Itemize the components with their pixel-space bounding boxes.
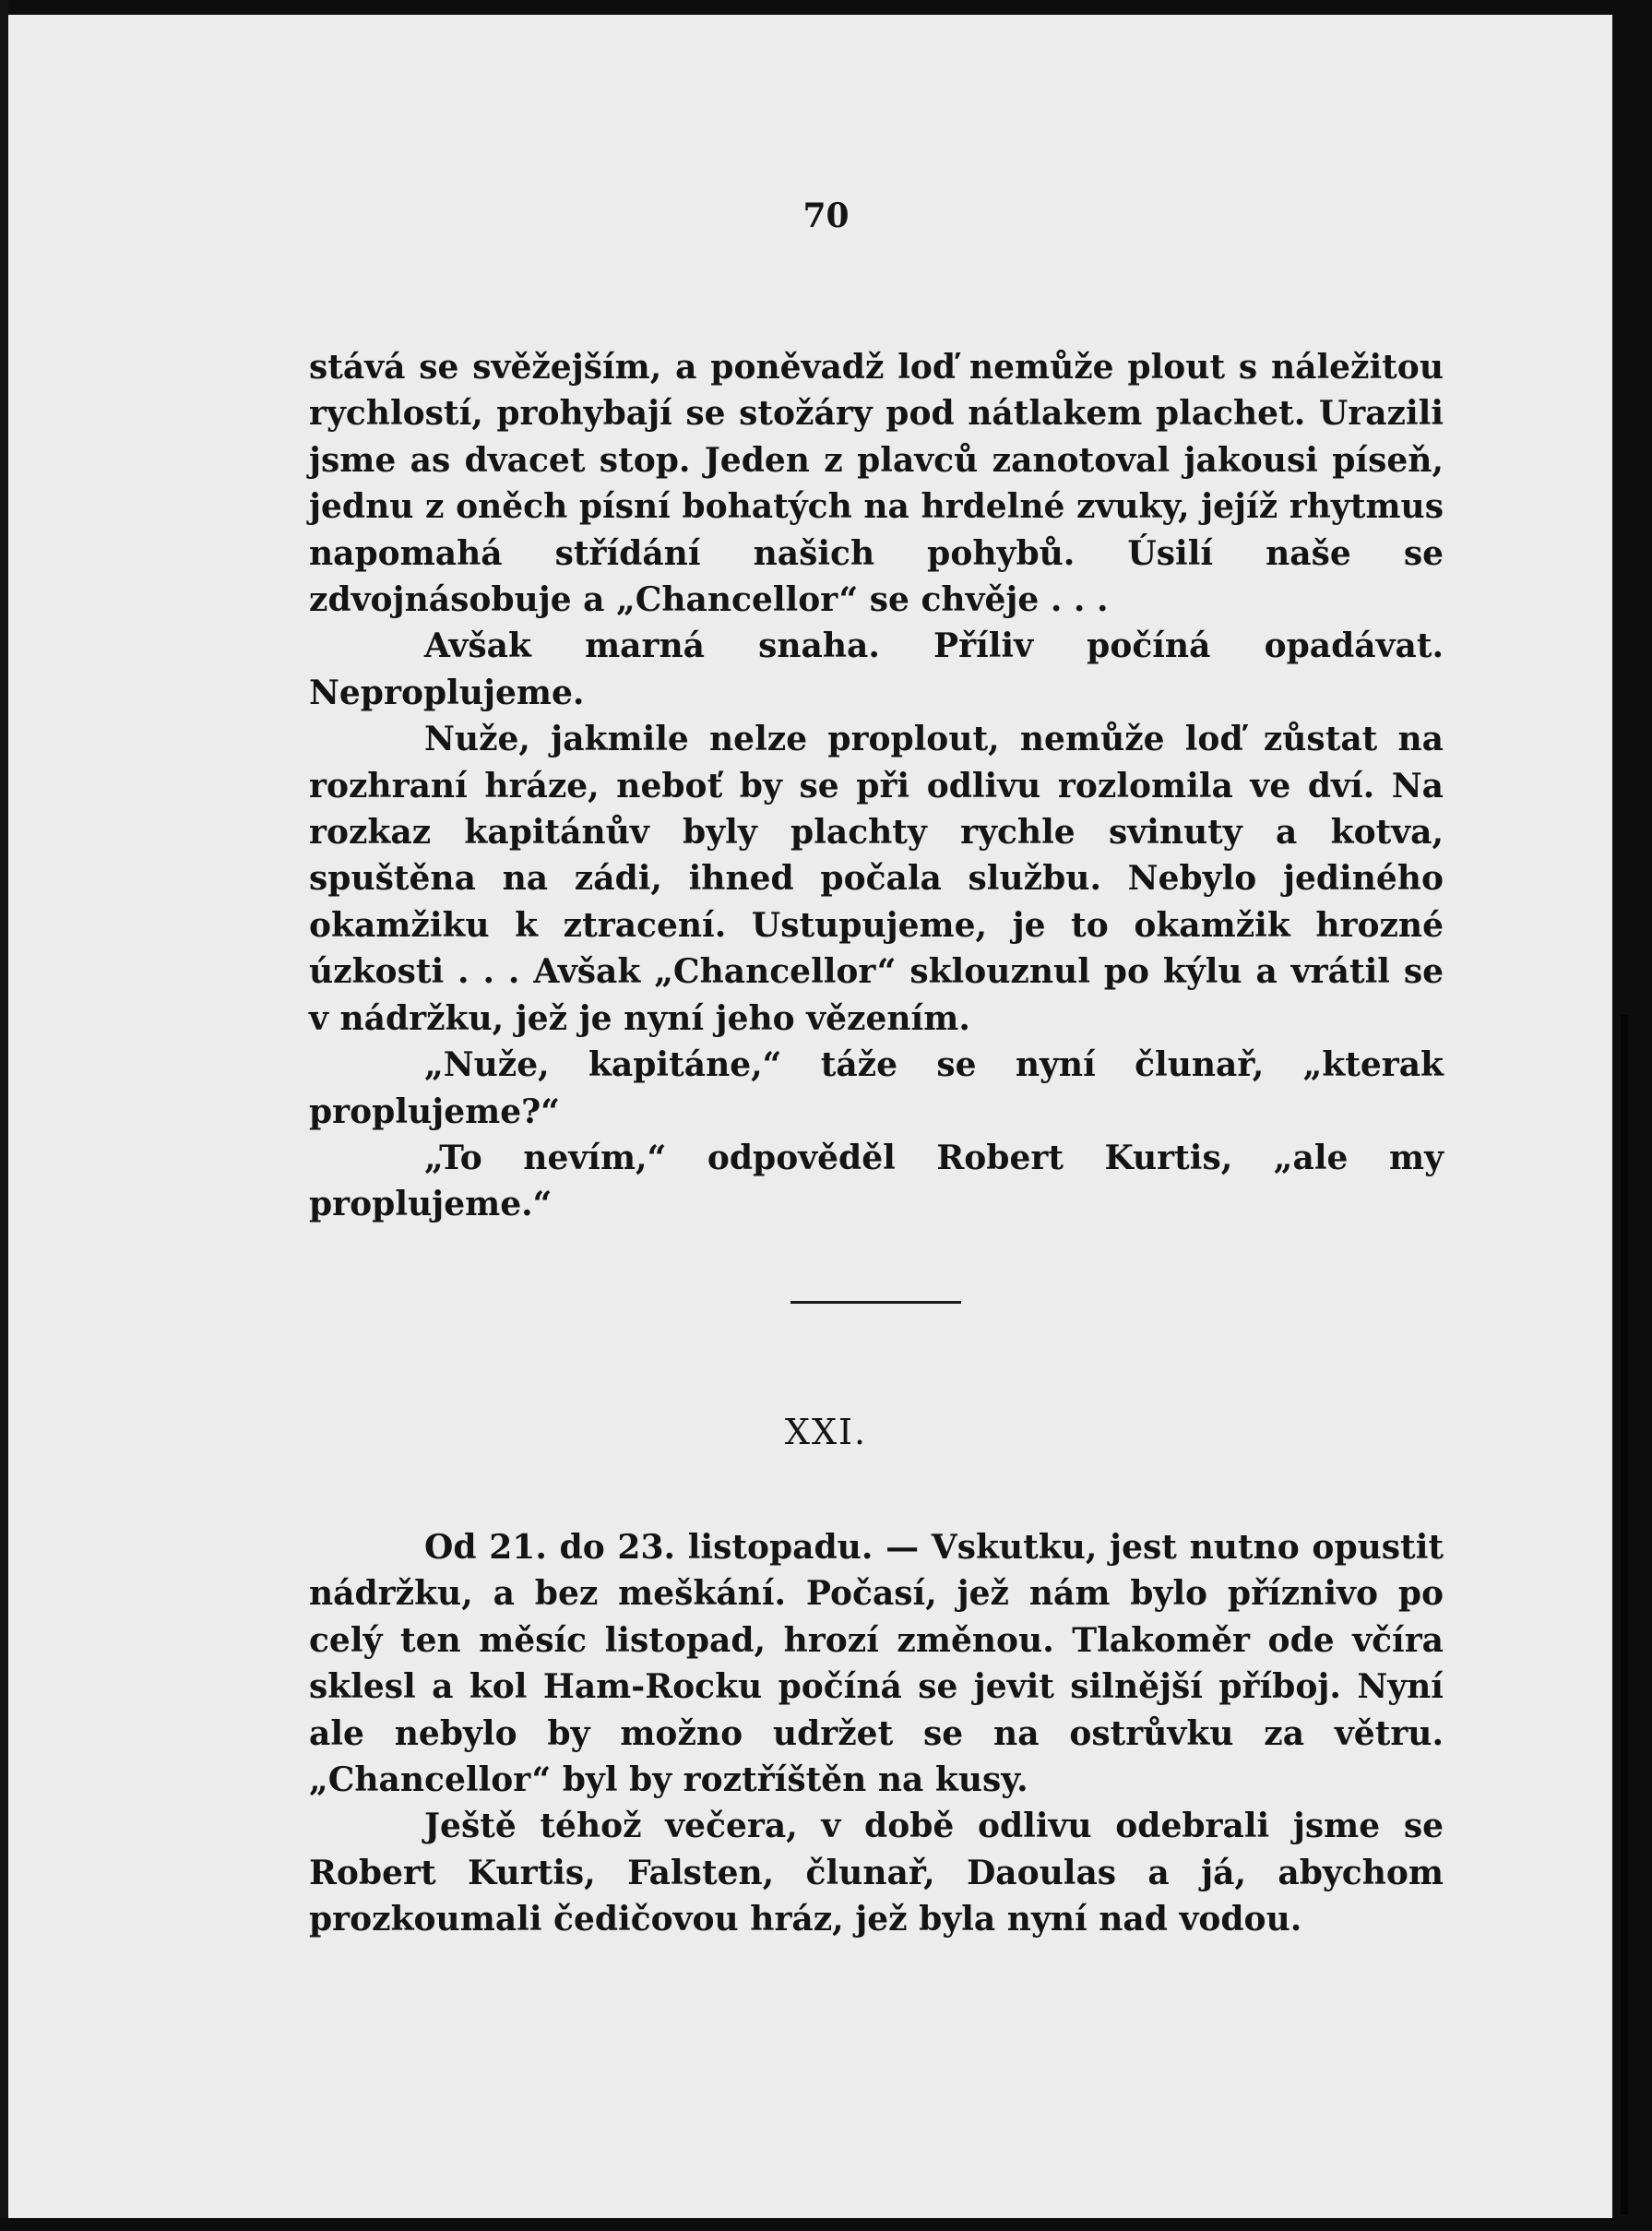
text-block-chapter-xxi <box>309 1524 1444 1943</box>
chapter-heading: XXI. <box>784 1412 868 1452</box>
paragraph-dialogue: „Nuže, kapitáne,“ táže se nyní člunař, „kterak proplujeme?“ <box>309 1045 1444 1131</box>
scan-border-left <box>0 0 8 2231</box>
page-number: 70 <box>802 197 850 235</box>
paragraph: Avšak marná snaha. Příliv počíná opadávat. Neproplujeme. <box>309 626 1444 712</box>
paragraph-dialogue: „To nevím,“ odpověděl Robert Kurtis, „ale my proplujeme.“ <box>309 1138 1444 1224</box>
paragraph: stává se svěžejším, a poněvadž loď nemůže plout s náležitou rychlostí, prohybají se stožáry pod nátlakem plachet. Urazili jsme as dvacet stop. Jeden z plavců zanotoval jakousi píseň, jednu z oněch písní bohatých na hrdelné zvuky, jejíž rhytmus napomahá střídání našich pohybů. Úsilí naše se zdvojnásobuje a „Chancellor“ se chvěje . . . <box>309 348 1444 620</box>
paragraph: Nuže, jakmile nelze proplout, nemůže loď zůstat na rozhraní hráze, neboť by se při odlivu rozlomila ve dví. Na rozkaz kapitánův byly plachty rychle svinuty a kotva, spuštěna na zádi, ihned počala službu. Nebylo jediného okamžiku k ztracení. Ustupujeme, je to okamžik hrozné úzkosti . . . Avšak „Chancellor“ sklouznul po kýlu a vrátil se v nádržku, jež je nyní jeho vězením. <box>309 720 1444 1038</box>
scan-border-top <box>0 0 1652 15</box>
book-gutter-shadow <box>1621 1015 1628 2214</box>
text-block-continued-chapter <box>309 344 1444 1228</box>
scan-border-bottom <box>0 2218 1652 2231</box>
scan-border-right <box>1612 0 1652 2231</box>
paragraph: Ještě téhož večera, v době odlivu odebrali jsme se Robert Kurtis, Falsten, člunař, Daoulas a já, abychom prozkoumali čedičovou hráz, jež byla nyní nad vodou. <box>309 1807 1444 1939</box>
chapter-divider-rule <box>790 1301 961 1304</box>
paragraph: Od 21. do 23. listopadu. — Vskutku, jest nutno opustit nádržku, a bez meškání. Počasí, jež nám bylo příznivo po celý ten měsíc listopad, hrozí změnou. Tlakoměr ode včíra sklesl a kol Ham-Rocku počíná se jevit silnější příboj. Nyní ale nebylo by možno udržet se na ostrůvku za větru. „Chancellor“ byl by roztříštěn na kusy. <box>309 1528 1444 1800</box>
